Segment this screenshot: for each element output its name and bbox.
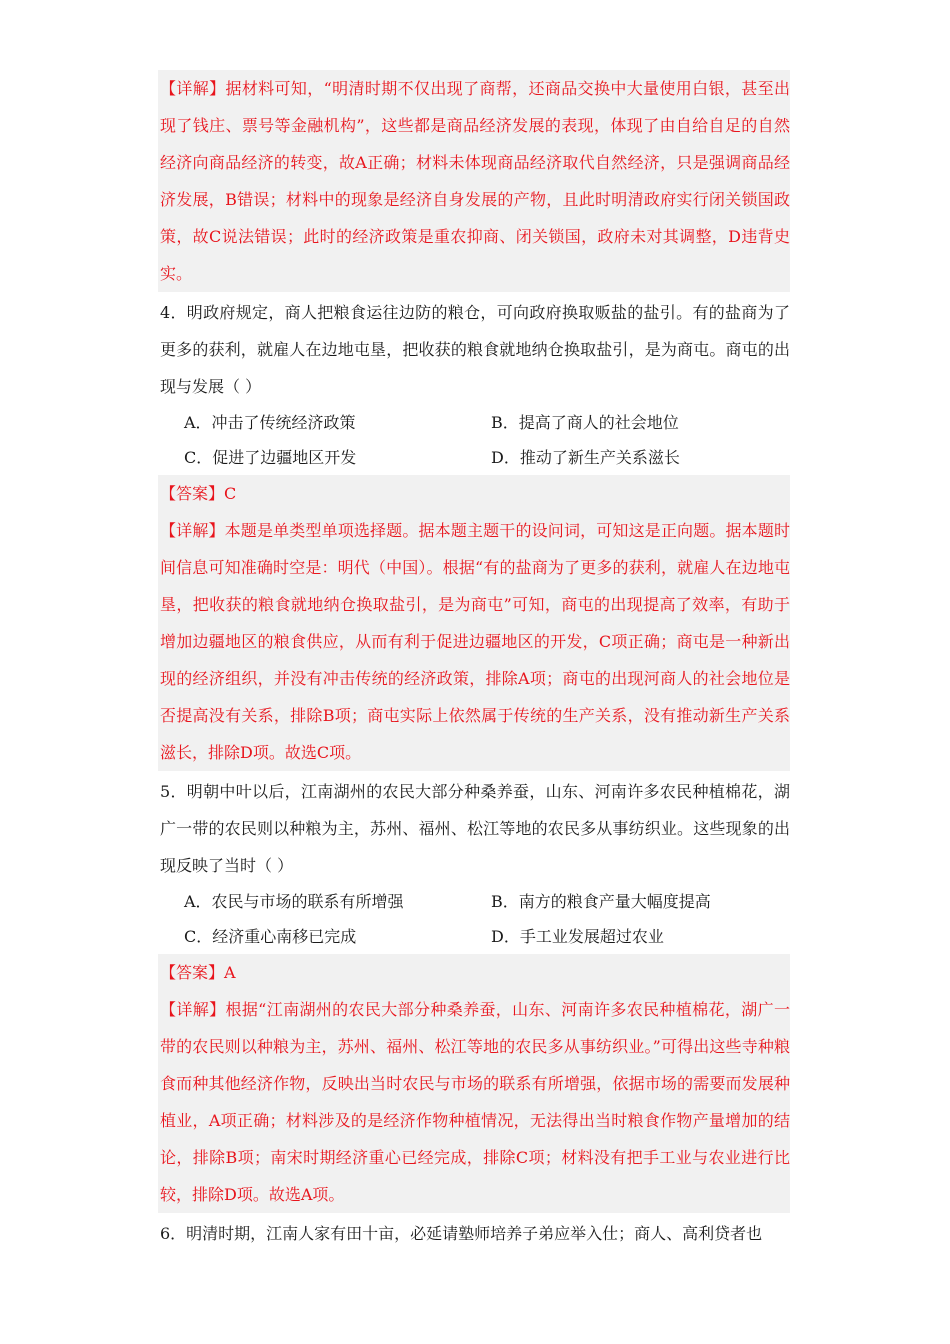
q5-stem: 5．明朝中叶以后，江南湖州的农民大部分种桑养蚕，山东、河南许多农民种植棉花，湖广一带的农民则以种粮为主，苏州、福州、松江等地的农民多从事纺织业。这些现象的出现反映了当时（ ） xyxy=(160,782,790,875)
q4-answer xyxy=(160,475,790,512)
q5-option-d: D．手工业发展超过农业 xyxy=(491,927,664,946)
answer-tag: 【答案】 xyxy=(160,484,225,503)
answer-tag: 【答案】 xyxy=(160,963,225,982)
q4-detail-text: 本题是单类型单项选择题。据本题主题干的设问词，可知这是正向题。据本题时间信息可知准确时空是：明代（中国）。根据“有的盐商为了更多的获利，就雇人在边地屯垦，把收获的粮食就地纳仓换取盐引，是为商屯”可知，商屯的出现提高了效率，有助于增加边疆地区的粮食供应，从而有利于促进边疆地区的开发，C项正确；商屯是一种新出现的经济组织，并没有冲击传统的经济政策，排除A项；商屯的出现河商人的社会地位是否提高没有关系，排除B项；商屯实际上依然属于传统的生产关系，没有推动新生产关系滋长，排除D项。故选C项。 xyxy=(160,521,790,762)
q4-options xyxy=(160,405,790,475)
q3-detail-text: 据材料可知，“明清时期不仅出现了商帮，还商品交换中大量使用白银，甚至出现了钱庄、票号等金融机构”，这些都是商品经济发展的表现，体现了由自给自足的自然经济向商品经济的转变，故A正确；材料未体现商品经济取代自然经济，只是强调商品经济发展，B错误；材料中的现象是经济自身发展的产物，且此时明清政府实行闭关锁国政策，故C说法错误；此时的经济政策是重农抑商、闭关锁国，政府未对其调整，D违背史实。 xyxy=(160,79,790,283)
q4-detail xyxy=(160,512,790,771)
q3-detail xyxy=(160,70,790,292)
q4-stem: 4．明政府规定，商人把粮食运往边防的粮仓，可向政府换取贩盐的盐引。有的盐商为了更多的获利，就雇人在边地屯垦，把收获的粮食就地纳仓换取盐引，是为商屯。商屯的出现与发展（ ） xyxy=(160,303,790,396)
q5-options xyxy=(160,884,790,954)
q4-option-a: A．冲击了传统经济政策 xyxy=(184,413,356,432)
q3-detail-block xyxy=(158,70,790,292)
detail-tag: 【详解】 xyxy=(160,1000,226,1019)
q5-option-b: B．南方的粮食产量大幅度提高 xyxy=(491,892,711,911)
q4-answer-value: C xyxy=(224,484,237,503)
q4-option-c: C．促进了边疆地区开发 xyxy=(184,448,357,467)
q5-answer-value: A xyxy=(224,963,236,982)
q5-option-c: C．经济重心南移已完成 xyxy=(184,927,357,946)
detail-tag: 【详解】 xyxy=(160,79,226,98)
q4-answer-block xyxy=(158,475,790,771)
detail-tag: 【详解】 xyxy=(160,521,225,540)
q4-option-b: B．提高了商人的社会地位 xyxy=(491,413,679,432)
q5-answer-block xyxy=(158,954,790,1213)
q5-option-a: A．农民与市场的联系有所增强 xyxy=(184,892,404,911)
q6-stem: 6．明清时期，江南人家有田十亩，必延请塾师培养子弟应举入仕；商人、高利贷者也 xyxy=(160,1224,763,1243)
q4-option-d: D．推动了新生产关系滋长 xyxy=(491,448,680,467)
q5-detail-text: 根据“江南湖州的农民大部分种桑养蚕，山东、河南许多农民种植棉花，湖广一带的农民则以种粮为主，苏州、福州、松江等地的农民多从事纺织业。”可得出这些寺种粮食而种其他经济作物，反映出当时农民与市场的联系有所增强，依据市场的需要而发展种植业，A项正确；材料涉及的是经济作物种植情况，无法得出当时粮食作物产量增加的结论，排除B项；南宋时期经济重心已经完成，排除C项；材料没有把手工业与农业进行比较，排除D项。故选A项。 xyxy=(160,1000,790,1204)
q5-answer xyxy=(160,954,790,991)
page-content xyxy=(160,70,790,1252)
q5-detail xyxy=(160,991,790,1213)
